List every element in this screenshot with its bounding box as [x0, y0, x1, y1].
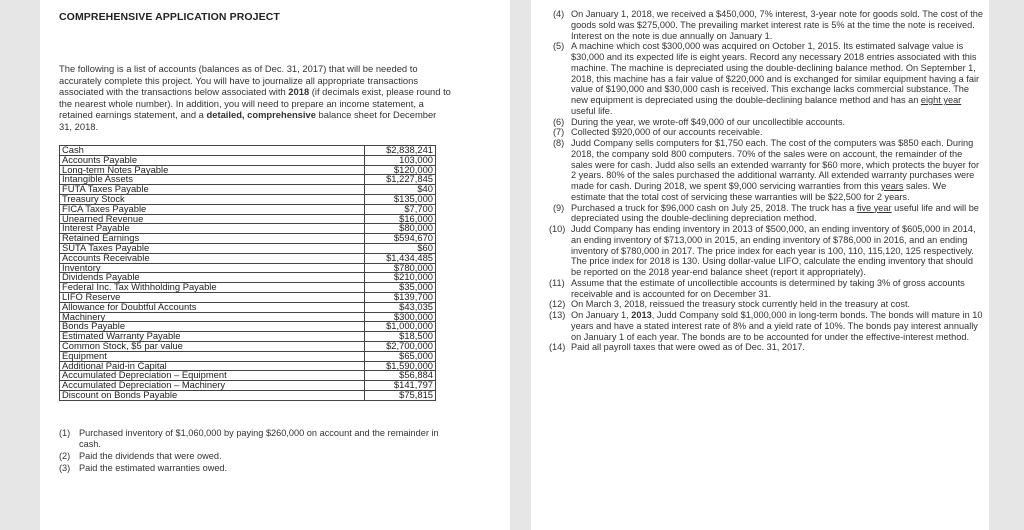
account-balance: $2,838,241	[365, 146, 436, 156]
account-name: FUTA Taxes Payable	[60, 185, 365, 195]
account-balance: $141,797	[365, 381, 436, 391]
account-name: SUTA Taxes Payable	[60, 243, 365, 253]
account-balance: $1,000,000	[365, 322, 436, 332]
account-name: Equipment	[60, 351, 365, 361]
account-balance: $40	[365, 185, 436, 195]
intro-bold-phrase: detailed, comprehensive	[206, 109, 316, 120]
transaction-text: Purchased inventory of $1,060,000 by paying $260,000 on account and the remainder in cash.	[79, 427, 439, 450]
transaction-number: (12)	[549, 299, 566, 310]
transaction-text-part: useful life.	[571, 105, 613, 116]
transaction-number: (4)	[553, 9, 565, 19]
right-transactions	[549, 9, 983, 353]
transaction-13	[549, 310, 983, 342]
account-balance: $139,700	[365, 292, 436, 302]
account-balance: $7,700	[365, 204, 436, 214]
account-balance: $35,000	[365, 283, 436, 293]
account-balance: $60	[365, 243, 436, 253]
account-name: Retained Earnings	[60, 234, 365, 244]
account-balance: $16,000	[365, 214, 436, 224]
account-name: Interest Payable	[60, 224, 365, 234]
account-name: Accumulated Depreciation – Machinery	[60, 381, 365, 391]
account-balance: 103,000	[365, 155, 436, 165]
account-name: Machinery	[60, 312, 365, 322]
account-balance: $1,227,845	[365, 175, 436, 185]
left-page	[40, 0, 510, 530]
bold-year: 2013	[631, 310, 652, 320]
transaction-text	[571, 310, 983, 342]
transaction-text: During the year, we wrote-off $49,000 of our uncollectible accounts.	[571, 116, 846, 127]
account-name: Treasury Stock	[60, 194, 365, 204]
transaction-text-part: Judd Company sells computers for $1,750 each. The cost of the computers was $850 each. During 2018, the company sold 800 computers. 70% of the sales were on account, the remainder of the sales were for cash. Judd also sells an extended warranty for $60 more, which protects the buyer for 2 years. 80% of the sales purchased the additional warranty. All extended warranty purchases were made for cash. During 2018, we spent $9,000 servicing warranties from this	[571, 138, 980, 191]
account-balance: $135,000	[365, 194, 436, 204]
transaction-number: (14)	[549, 342, 566, 353]
account-row	[60, 341, 436, 351]
intro-text-3: balance sheet for December 31, 2018.	[59, 109, 437, 132]
transaction-3	[59, 463, 459, 475]
transaction-number: (10)	[549, 224, 566, 234]
account-name: Discount on Bonds Payable	[60, 390, 365, 400]
transaction-text-part: useful life and will be depreciated using the double-declining depreciation method.	[571, 202, 979, 224]
transaction-number: (8)	[553, 138, 565, 148]
transaction-7	[553, 127, 983, 138]
transaction-number: (2)	[59, 450, 71, 461]
account-name: Allowance for Doubtful Accounts	[60, 302, 365, 312]
intro-text-2: (if decimals exist, please round to the nearest whole number). In addition, you will need to prepare an income statement, a retained earnings statement, and a	[59, 86, 451, 120]
account-balance: $780,000	[365, 263, 436, 273]
transaction-text: On January 1, 2018, we received a $450,000, 7% interest, 3-year note for goods sold. The cost of the goods sold was $275,000. The prevailing market interest rate is 5% at the time the note is received. Interest on the note is due annually on January 1.	[571, 9, 983, 41]
transaction-6	[553, 117, 983, 128]
account-name: LIFO Reserve	[60, 292, 365, 302]
transaction-text-part: A machine which cost $300,000 was acquired on October 1, 2015. Its estimated salvage value is $30,000 and its expected life is eight years. Record any necessary 2018 entries associated with this machine. The machine is depreciated using the double-declining balance method. On September 1, 2018, this machine has a fair value of $220,000 and is exchanged for similar equipment having a fair value of $190,000 and $30,000 cash is received. This exchange lacks commercial substance. The new equipment is depreciated using the double-declining balance method and has an	[571, 41, 980, 105]
transaction-8	[553, 138, 983, 203]
account-balance: $210,000	[365, 273, 436, 283]
transaction-12	[549, 299, 983, 310]
account-balance: $2,700,000	[365, 341, 436, 351]
account-balance: $120,000	[365, 165, 436, 175]
transaction-text: Paid all payroll taxes that were owed as of Dec. 31, 2017.	[571, 342, 805, 353]
account-balance: $75,815	[365, 390, 436, 400]
page-title: COMPREHENSIVE APPLICATION PROJECT	[59, 11, 280, 23]
account-name: Dividends Payable	[60, 273, 365, 283]
account-balance: $594,670	[365, 234, 436, 244]
transaction-text: Judd Company has ending inventory in 2013 of $500,000, an ending inventory of $605,000 in 2014, an ending inventory of $713,000 in 2015, an ending inventory of $786,000 in 2016, and an ending inventory of $780,000 in 2017. The price index for each year is 100, 110, 115,120, 125 respectively. The price index for 2018 is 130. Using dollar-value LIFO, calculate the ending inventory that should be reported on the 2018 year-end balance sheet (report it appropriately).	[571, 224, 976, 277]
transaction-5	[553, 41, 983, 116]
transaction-2	[59, 451, 459, 463]
account-balance: $80,000	[365, 224, 436, 234]
account-row	[60, 390, 436, 400]
transaction-text-part: sales. We estimate that the total cost of servicing these warranties will be $22,500 for 2 years.	[571, 181, 947, 202]
transaction-text: Assume that the estimate of uncollectible accounts is determined by taking 3% of gross accounts receivable and is accounted for on December 31.	[571, 277, 965, 299]
transaction-text: Collected $920,000 of our accounts receivable.	[571, 127, 763, 138]
account-balance: $18,500	[365, 332, 436, 342]
intro-text-1: The following is a list of accounts (balances as of Dec. 31, 2017) that will be needed to accurately complete this project. You will have to journalize all appropriate transactions associated with the transactions below associated with	[59, 63, 419, 97]
account-balance: $1,434,485	[365, 253, 436, 263]
account-name: Accounts Payable	[60, 155, 365, 165]
transaction-number: (9)	[553, 202, 565, 213]
transaction-number: (13)	[549, 310, 566, 320]
transaction-text	[571, 138, 983, 203]
account-name: Estimated Warranty Payable	[60, 332, 365, 342]
intro-year: 2018	[288, 86, 310, 97]
account-balance: $300,000	[365, 312, 436, 322]
transaction-10	[549, 224, 983, 278]
transaction-text	[571, 203, 983, 225]
underlined-text: five year	[856, 202, 892, 213]
transaction-14	[549, 342, 983, 353]
transaction-text: Paid the dividends that were owed.	[79, 450, 222, 461]
account-balance: $43,035	[365, 302, 436, 312]
intro-paragraph	[59, 63, 451, 132]
transaction-9	[553, 203, 983, 225]
left-transactions	[59, 428, 459, 474]
transaction-11	[549, 277, 983, 300]
transaction-text-part: , Judd Company sold $1,000,000 in long-term bonds. The bonds will mature in 10 years and have a stated interest rate of 8% and a yield rate of 10%. The bonds pay interest annually on January 1 of each year. The bonds are to be accounted for under the effective-interest method.	[571, 310, 983, 342]
account-balance: $1,590,000	[365, 361, 436, 371]
account-name: Long-term Notes Payable	[60, 165, 365, 175]
account-name: Federal Inc. Tax Withholding Payable	[60, 283, 365, 293]
account-row	[60, 302, 436, 312]
underlined-text: eight year	[920, 95, 962, 105]
account-name: Common Stock, $5 par value	[60, 341, 365, 351]
account-name: Accounts Receivable	[60, 253, 365, 263]
account-name: FICA Taxes Payable	[60, 204, 365, 214]
accounts-table	[59, 145, 436, 401]
account-balance: $65,000	[365, 351, 436, 361]
transaction-text: Paid the estimated warranties owed.	[79, 462, 228, 473]
transaction-4	[553, 9, 983, 41]
account-name: Bonds Payable	[60, 322, 365, 332]
account-name: Unearned Revenue	[60, 214, 365, 224]
transaction-text: On March 3, 2018, reissued the treasury stock currently held in the treasury at cost.	[571, 299, 911, 310]
transaction-number: (5)	[553, 41, 565, 52]
account-name: Intangible Assets	[60, 175, 365, 185]
transaction-number: (1)	[59, 427, 71, 438]
account-row	[60, 253, 436, 263]
transaction-number: (7)	[553, 127, 565, 138]
account-balance: $56,884	[365, 371, 436, 381]
transaction-text-part: Purchased a truck for $96,000 cash on July 25, 2018. The truck has a	[571, 202, 857, 213]
transaction-1	[59, 428, 459, 451]
underlined-text: years	[880, 181, 904, 191]
transaction-text-part: On January 1,	[571, 310, 632, 320]
account-name: Additional Paid-in Capital	[60, 361, 365, 371]
account-name: Accumulated Depreciation – Equipment	[60, 371, 365, 381]
transaction-text	[571, 41, 983, 116]
transaction-number: (6)	[553, 116, 565, 127]
account-name: Inventory	[60, 263, 365, 273]
transaction-number: (3)	[59, 462, 71, 473]
transaction-number: (11)	[549, 277, 565, 288]
right-page	[531, 0, 989, 530]
account-name: Cash	[60, 146, 365, 156]
